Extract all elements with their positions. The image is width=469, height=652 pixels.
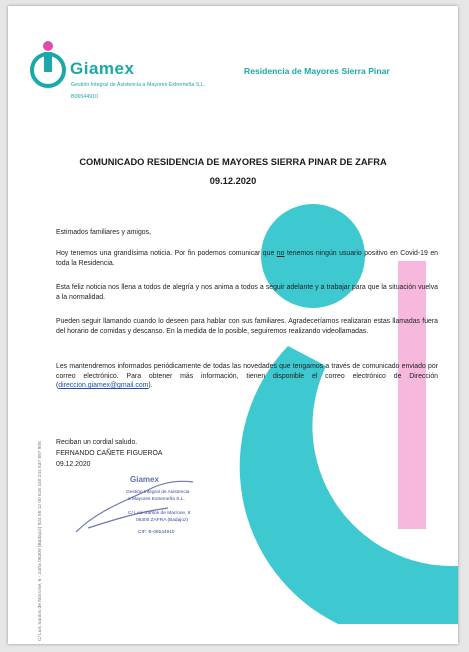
- paragraph-news: Hoy tenemos una grandísima noticia. Por fin podemos comunicar que no tenemos ningún usuario positivo en Covid-19 en toda la Residencia.: [56, 250, 439, 267]
- document-date: 09.12.2020: [209, 176, 257, 186]
- stamp-name: Giamex: [130, 475, 159, 484]
- stamp-line-5: CIF: B-06544910: [138, 530, 175, 535]
- email-link[interactable]: direccion.giamex@gmail.com: [58, 382, 149, 390]
- closing-greeting: Reciban un cordial saludo.: [56, 439, 138, 446]
- greeting: Estimados familiares y amigos,: [56, 229, 151, 236]
- underlined-no: no: [276, 250, 285, 257]
- signer-name: FERNANDO CAÑETE FIGUEROA: [56, 450, 163, 457]
- giamex-logo-icon: [26, 36, 70, 92]
- side-address: C/ Luis Santos de Marrone, 6 - Zafra 06300 (Badajoz) 924 55 12 00 616 440 244 637 897 905: [38, 441, 43, 641]
- document-page: [8, 6, 458, 644]
- company-stamp: [68, 470, 208, 550]
- stamp-line-3: C/ Luis Santos de Marrone, 6: [128, 511, 191, 516]
- stamp-line-4: 06300 ZAFRA (Badajoz): [136, 518, 188, 523]
- stamp-line-1: Gestión Integral de Asistencia: [126, 490, 190, 495]
- residence-name: Residencia de Mayores Sierra Pinar: [244, 66, 390, 76]
- logo-subtitle: Gestión Integral de Asistencia a Mayores Extremeña S.L.: [71, 82, 206, 88]
- signed-date: 09.12.2020: [56, 461, 91, 468]
- paragraph-info: Les mantendremos informados periódicamente de todas las novedades que tengamos a través de comunicado enviado por correo electrónico. Para obtener más información, tienen disponible el correo electrónico de Dirección (direccion.giamex@gmail.com).: [56, 363, 438, 390]
- paragraph-calls: Pueden seguir llamando cuando lo deseen para hablar con sus familiares. Agradeceríamos realizaran estas llamadas fuera del horario de comidas y descanso. En la medida de lo posible, seguiremos realizando videollamadas.: [56, 318, 438, 335]
- logo-cif: B06544910: [71, 94, 99, 100]
- document-title: COMUNICADO RESIDENCIA DE MAYORES SIERRA PINAR DE ZAFRA: [79, 157, 387, 167]
- logo-wordmark: Giamex: [70, 59, 135, 78]
- paragraph-joy: Esta feliz noticia nos llena a todos de alegría y nos anima a todos a seguir adelante y a trabajar para que la situación vuelva a la normalidad.: [56, 284, 438, 301]
- stamp-line-2: a Mayores Extremeña S.L.: [128, 497, 185, 502]
